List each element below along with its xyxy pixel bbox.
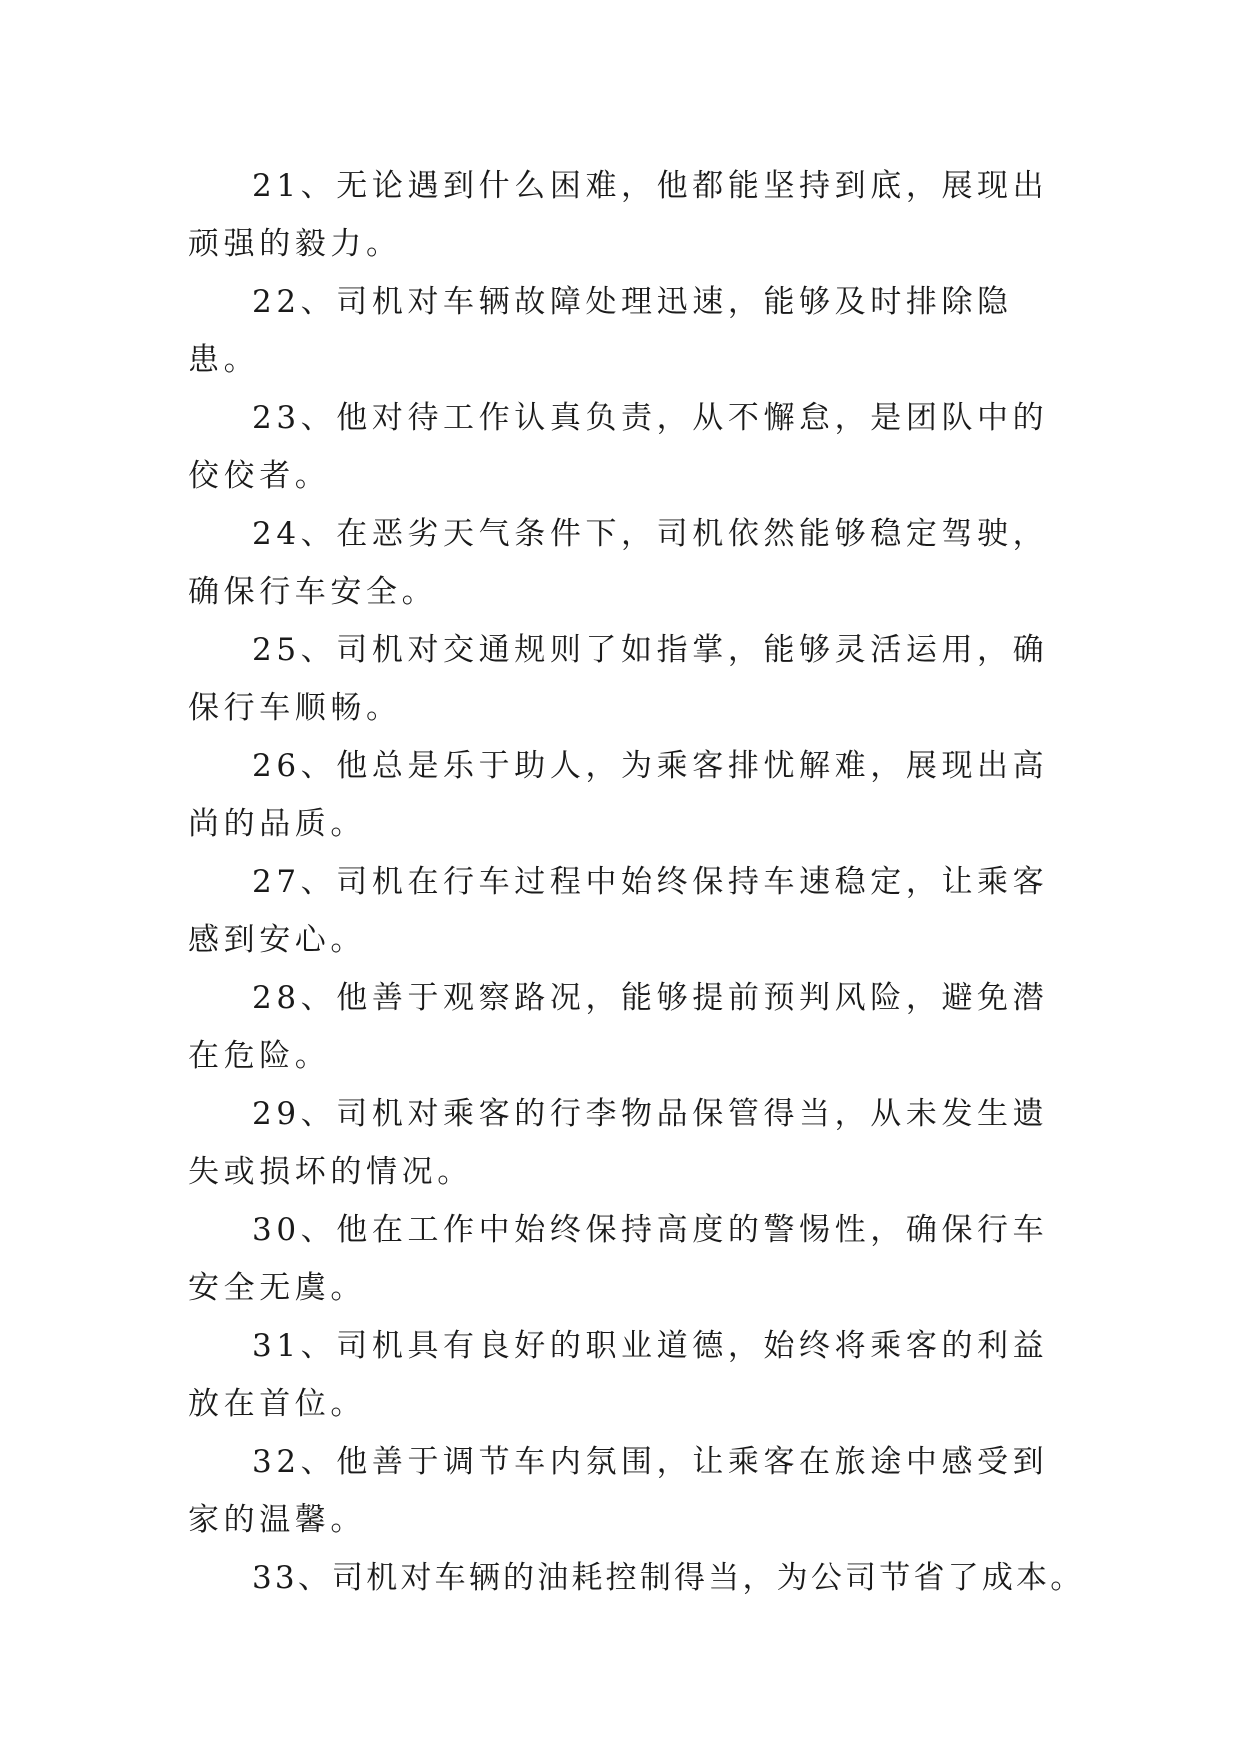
- paragraph-31: 31、司机具有良好的职业道德，始终将乘客的利益放在首位。: [188, 1328, 1049, 1422]
- paragraph-28: 28、他善于观察路况，能够提前预判风险，避免潜在危险。: [188, 980, 1049, 1074]
- paragraph-21: 21、无论遇到什么困难，他都能坚持到底，展现出顽强的毅力。: [188, 168, 1049, 262]
- paragraph-33: 33、司机对车辆的油耗控制得当，为公司节省了成本。: [252, 1560, 1085, 1596]
- paragraph-23: 23、他对待工作认真负责，从不懈怠，是团队中的佼佼者。: [188, 400, 1049, 494]
- paragraph-29: 29、司机对乘客的行李物品保管得当，从未发生遗失或损坏的情况。: [188, 1096, 1049, 1190]
- paragraph-22: 22、司机对车辆故障处理迅速，能够及时排除隐患。: [188, 284, 1013, 378]
- paragraph-25: 25、司机对交通规则了如指掌，能够灵活运用，确保行车顺畅。: [188, 632, 1049, 726]
- paragraph-30: 30、他在工作中始终保持高度的警惕性，确保行车安全无虞。: [188, 1212, 1049, 1306]
- paragraph-26: 26、他总是乐于助人，为乘客排忧解难，展现出高尚的品质。: [188, 748, 1049, 842]
- paragraph-32: 32、他善于调节车内氛围，让乘客在旅途中感受到家的温馨。: [188, 1444, 1049, 1538]
- paragraph-27: 27、司机在行车过程中始终保持车速稳定，让乘客感到安心。: [188, 864, 1049, 958]
- document-body: [188, 157, 1085, 1607]
- paragraph-24: 24、在恶劣天气条件下，司机依然能够稳定驾驶，确保行车安全。: [188, 516, 1049, 610]
